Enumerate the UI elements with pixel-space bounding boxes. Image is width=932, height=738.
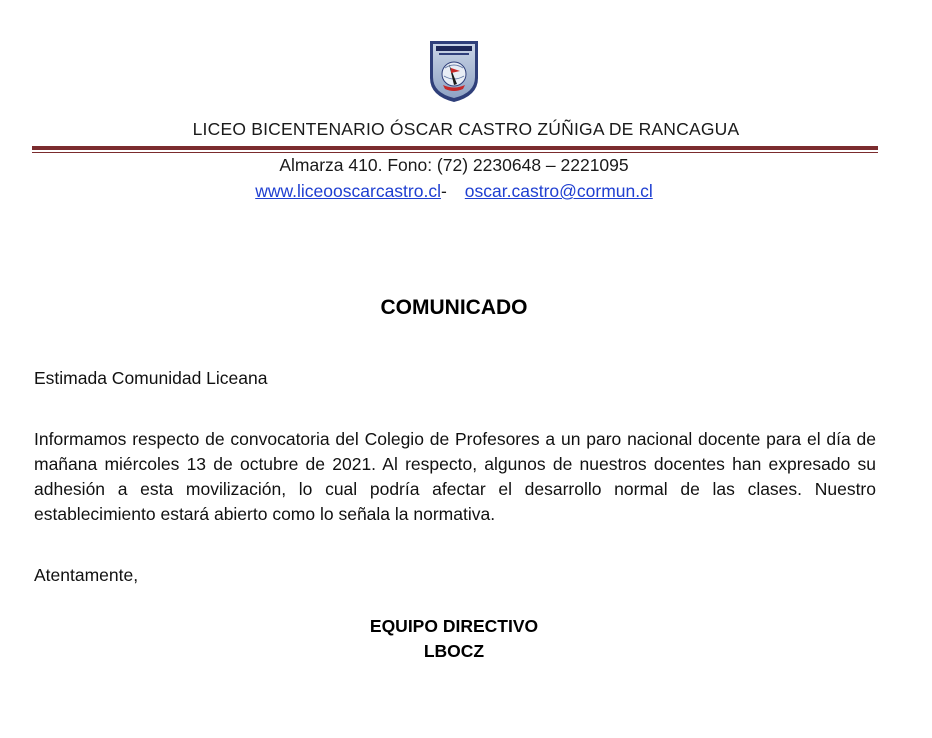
document-title: COMUNICADO <box>380 296 528 319</box>
signature-team: EQUIPO DIRECTIVO <box>369 616 539 636</box>
email-link[interactable]: oscar.castro@cormun.cl <box>464 181 653 201</box>
school-name: LICEO BICENTENARIO ÓSCAR CASTRO ZÚÑIGA DE RANCAGUA <box>192 119 740 139</box>
closing: Atentamente, <box>34 565 139 585</box>
header-divider-thin <box>32 152 878 153</box>
contact-links <box>0 181 908 202</box>
greeting: Estimada Comunidad Liceana <box>34 368 268 388</box>
link-separator: - <box>440 181 447 201</box>
website-link[interactable]: www.liceooscarcastro.cl <box>255 181 441 201</box>
school-crest-icon <box>427 38 481 104</box>
signature-block <box>0 614 908 664</box>
body-paragraph: Informamos respecto de convocatoria del Colegio de Profesores a un paro nacional docente para el día de mañana miércoles 13 de octubre de 2021. Al respecto, algunos de nuestros docentes han expresado su adhesión a esta movilización, lo cual podría afectar el desarrollo normal de las clases. Nuestro establecimiento estará abierto como lo señala la normativa. <box>34 429 876 524</box>
address-phone-line: Almarza 410. Fono: (72) 2230648 – 2221095 <box>279 155 629 175</box>
signature-acronym: LBOCZ <box>423 641 485 661</box>
header-divider-thick <box>32 146 878 150</box>
